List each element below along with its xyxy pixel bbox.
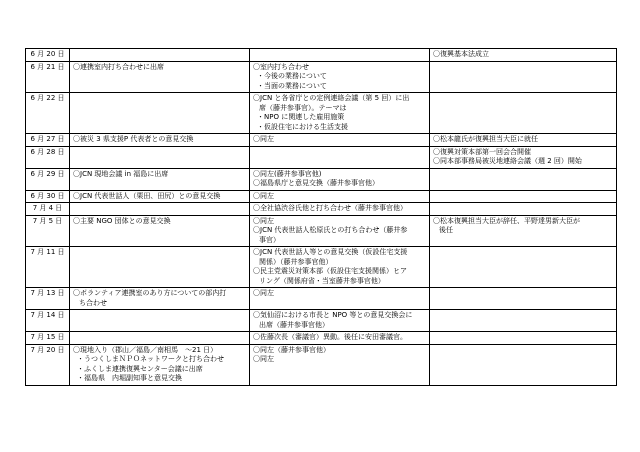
volunteer-office-cell	[250, 146, 430, 168]
jcn-cell	[70, 215, 250, 247]
jcn-cell	[70, 190, 250, 203]
cell-line: 事官）	[259, 235, 280, 244]
volunteer-office-cell	[250, 247, 430, 288]
table-row	[26, 288, 617, 310]
volunteer-office-cell	[250, 134, 430, 147]
government-cell	[430, 288, 617, 310]
volunteer-office-cell	[250, 332, 430, 345]
cell-line: ・仮設住宅における生活支援	[257, 122, 348, 131]
table-row	[26, 344, 617, 385]
cell-line: リング（関係府省・当室藤井参事官他）	[259, 276, 385, 285]
cell-line: 〇JCN 代表世話人（栗田、田尻）との意見交換	[73, 191, 221, 200]
cell-line: 後任	[439, 226, 453, 234]
table-row	[26, 61, 617, 93]
cell-line: 〇JCN と各省庁との定例連絡会議（第 5 回）に出	[253, 94, 410, 102]
cell-line: ・NPO に関連した雇用施策	[257, 113, 345, 121]
cell-line: ・ふくしま連携復興センター会議に出席	[77, 364, 203, 373]
activity-log-table	[25, 48, 617, 386]
government-cell	[430, 168, 617, 190]
cell-line: 〇現地入り（郡山／福島／南相馬 ～21 日）	[73, 345, 218, 354]
government-cell	[430, 247, 617, 288]
date-cell: 6 月 27 日	[26, 134, 70, 147]
cell-line: ・当面の業務について	[257, 81, 327, 90]
table-row	[26, 49, 617, 62]
jcn-cell	[70, 288, 250, 310]
volunteer-office-cell	[250, 215, 430, 247]
government-cell	[430, 49, 617, 62]
date-cell: 7 月 5 日	[26, 215, 70, 247]
cell-line: 〇ボランティア連携室のあり方についての部内打	[73, 289, 227, 297]
cell-line: 〇松本復興担当大臣が辞任、平野達男新大臣が	[433, 216, 580, 225]
cell-line: 〇気仙沼における市長と NPO 等との意見交換会に	[253, 311, 413, 319]
date-cell: 7 月 11 日	[26, 247, 70, 288]
cell-line: 出席（藤井参事官他）	[259, 320, 329, 329]
volunteer-office-cell	[250, 93, 430, 134]
date-cell: 6 月 30 日	[26, 190, 70, 203]
date-cell: 6 月 29 日	[26, 168, 70, 190]
cell-line: 席（藤井参事官）。テーマは	[259, 103, 347, 112]
government-cell	[430, 61, 617, 93]
cell-line: 〇JCN 現地会議 in 福島に出席	[73, 169, 169, 178]
government-cell	[430, 310, 617, 332]
date-cell: 7 月 15 日	[26, 332, 70, 345]
date-cell: 7 月 14 日	[26, 310, 70, 332]
cell-line: 〇JCN 代表世話人等との意見交換（仮設住宅支援	[253, 248, 408, 256]
volunteer-office-cell	[250, 61, 430, 93]
jcn-cell	[70, 310, 250, 332]
date-cell: 7 月 20 日	[26, 344, 70, 385]
volunteer-office-cell	[250, 344, 430, 385]
date-cell: 6 月 20 日	[26, 49, 70, 62]
table-row	[26, 168, 617, 190]
cell-line: 〇連携室内打ち合わせに出席	[73, 62, 164, 71]
jcn-cell	[70, 247, 250, 288]
date-cell: 6 月 21 日	[26, 61, 70, 93]
cell-line: 〇松本龍氏が復興担当大臣に就任	[433, 135, 538, 143]
cell-line: 関係）（藤井参事官他）	[259, 257, 333, 266]
cell-line: 〇復興基本法成立	[433, 50, 489, 58]
table-row	[26, 310, 617, 332]
table-row	[26, 93, 617, 134]
cell-line: 〇同左	[253, 289, 274, 297]
cell-line: 〇室内打ち合わせ	[253, 62, 309, 71]
cell-line: ・福島県 内堀副知事と意見交換	[77, 374, 182, 382]
date-cell: 7 月 13 日	[26, 288, 70, 310]
cell-line: ・うつくしまＮＰＯネットワークと打ち合わせ	[77, 355, 224, 363]
cell-line: ち合わせ	[79, 298, 107, 307]
cell-line: 〇福島県庁と意見交換（藤井参事官他）	[253, 179, 379, 187]
cell-line: 〇同本部事務局被災地連絡会議（週 2 回）開始	[433, 157, 582, 165]
cell-line: 〇佐藤次長（審議官）異動。後任に安田審議官。	[253, 333, 407, 341]
table-row	[26, 332, 617, 345]
jcn-cell	[70, 49, 250, 62]
cell-line: 〇主要 NGO 団体との意見交換	[73, 216, 171, 225]
activity-log-body	[26, 49, 617, 386]
government-cell	[430, 134, 617, 147]
jcn-cell	[70, 93, 250, 134]
cell-line: 〇同左	[253, 355, 274, 363]
government-cell	[430, 93, 617, 134]
jcn-cell	[70, 146, 250, 168]
cell-line: 〇同左(藤井参事官他)	[253, 169, 322, 178]
cell-line: 〇被災 3 県支援P 代表者との意見交換	[73, 135, 194, 143]
table-row	[26, 190, 617, 203]
cell-line: 〇全社協渋谷氏他と打ち合わせ（藤井参事官他）	[253, 204, 407, 212]
volunteer-office-cell	[250, 288, 430, 310]
table-row	[26, 134, 617, 147]
cell-line: ・今後の業務について	[257, 72, 327, 80]
government-cell	[430, 190, 617, 203]
cell-line: 〇JCN 代表世話人松原氏との打ち合わせ（藤井参	[253, 226, 408, 234]
table-row	[26, 203, 617, 216]
cell-line: 〇同左	[253, 191, 274, 200]
volunteer-office-cell	[250, 203, 430, 216]
date-cell: 6 月 28 日	[26, 146, 70, 168]
government-cell	[430, 332, 617, 345]
jcn-cell	[70, 61, 250, 93]
jcn-cell	[70, 332, 250, 345]
jcn-cell	[70, 168, 250, 190]
volunteer-office-cell	[250, 49, 430, 62]
government-cell	[430, 344, 617, 385]
date-cell: 7 月 4 日	[26, 203, 70, 216]
government-cell	[430, 146, 617, 168]
volunteer-office-cell	[250, 168, 430, 190]
cell-line: 〇同左	[253, 135, 274, 143]
cell-line: 〇同左	[253, 216, 274, 225]
jcn-cell	[70, 134, 250, 147]
table-row	[26, 146, 617, 168]
government-cell	[430, 203, 617, 216]
jcn-cell	[70, 203, 250, 216]
jcn-cell	[70, 344, 250, 385]
volunteer-office-cell	[250, 310, 430, 332]
cell-line: 〇同左（藤井参事官他）	[253, 345, 330, 354]
date-cell: 6 月 22 日	[26, 93, 70, 134]
table-row	[26, 247, 617, 288]
volunteer-office-cell	[250, 190, 430, 203]
cell-line: 〇復興対策本部第一回会合開催	[433, 147, 531, 156]
table-row	[26, 215, 617, 247]
government-cell	[430, 215, 617, 247]
cell-line: 〇民主党震災対策本部（仮設住宅支援関係）ヒア	[253, 267, 407, 275]
